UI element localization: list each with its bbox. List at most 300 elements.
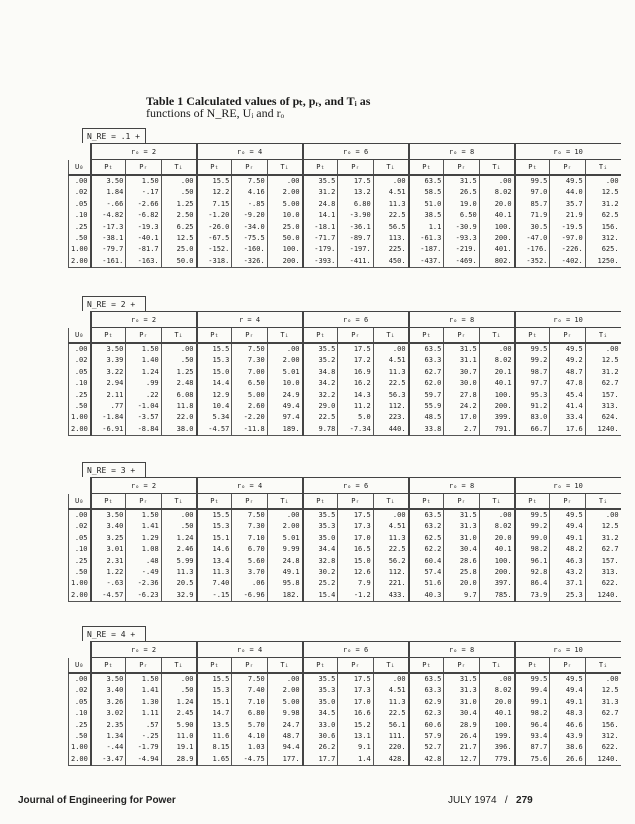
page-number: 279 [516,795,533,806]
value-cell: .00 [585,673,620,685]
u0-cell: .05 [69,697,91,708]
value-cell: .00 [479,175,514,187]
value-cell: -6.23 [126,590,161,602]
value-cell: 1.50 [126,509,161,521]
value-cell: 35.0 [303,533,338,544]
u0-cell: .25 [69,222,91,233]
value-cell: -402. [550,256,585,268]
value-cell: 5.90 [161,720,196,731]
value-cell: 16.9 [338,367,373,378]
value-cell: 49.5 [550,175,585,187]
value-cell: 33.8 [409,424,444,436]
value-cell: .00 [267,673,302,685]
value-cell: 3.25 [91,533,126,544]
value-cell: 11.0 [161,731,196,742]
value-cell: 2.00 [267,355,302,366]
value-cell: 7.10 [232,533,267,544]
outer-radius-header: rₒ = 2 [91,144,197,160]
value-cell: 31.5 [444,673,479,685]
value-cell: -2.36 [126,578,161,589]
value-cell: 1250. [585,256,620,268]
u0-cell: 1.00 [69,742,91,753]
outer-radius-header: rₒ = 8 [409,312,515,328]
value-cell: 2.11 [91,390,126,401]
value-cell: 6.70 [232,544,267,555]
value-cell: 2.00 [267,685,302,696]
value-cell: -4.82 [91,210,126,221]
table-row [69,509,621,521]
value-cell: 200. [479,233,514,244]
value-cell: 199. [479,731,514,742]
value-cell: 624. [585,412,620,423]
value-cell: 31.5 [444,509,479,521]
pt-column-header: Pₜ [515,160,550,176]
value-cell: 35.5 [303,343,338,355]
value-cell: 48.7 [267,731,302,742]
value-cell: 31.0 [444,697,479,708]
value-cell: 56.5 [373,222,408,233]
value-cell: 62.2 [409,544,444,555]
table-row [69,685,621,696]
value-cell: 1.25 [161,367,196,378]
value-cell: 24.9 [267,390,302,401]
outer-radius-header: rₒ = 6 [303,144,409,160]
value-cell: .00 [479,673,514,685]
value-cell: 25.0 [161,244,196,255]
value-cell: .06 [232,578,267,589]
value-cell: .22 [126,390,161,401]
value-cell: 16.2 [338,378,373,389]
value-cell: 62.0 [409,378,444,389]
value-cell: 22.0 [161,412,196,423]
value-cell: -38.1 [91,233,126,244]
ti-column-header: Tᵢ [373,494,408,510]
value-cell: -187. [409,244,444,255]
value-cell: 157. [585,556,620,567]
value-cell: -36.1 [338,222,373,233]
value-cell: -326. [232,256,267,268]
value-cell: 11.2 [338,401,373,412]
value-cell: 62.7 [409,367,444,378]
value-cell: 34.8 [303,367,338,378]
outer-radius-header: r = 4 [197,312,303,328]
value-cell: 15.3 [197,355,232,366]
outer-radius-header: rₒ = 8 [409,478,515,494]
value-cell: 1.25 [161,199,196,210]
value-cell: 47.8 [550,378,585,389]
u0-cell: .00 [69,343,91,355]
value-cell: -19.3 [126,222,161,233]
value-cell: 41.4 [550,401,585,412]
value-cell: -18.1 [303,222,338,233]
value-cell: 17.6 [550,424,585,436]
value-cell: -.49 [126,567,161,578]
outer-radius-header: rₒ = 10 [515,642,621,658]
pr-column-header: Pᵣ [338,494,373,510]
u0-cell: 2.00 [69,424,91,436]
value-cell: -226. [550,244,585,255]
table-row [69,378,621,389]
value-cell: 1240. [585,754,620,766]
value-cell: 99.5 [515,673,550,685]
u0-cell: .05 [69,367,91,378]
value-cell: 38.5 [409,210,444,221]
value-cell: -9.20 [232,210,267,221]
value-cell: 15.1 [197,533,232,544]
value-cell: 63.5 [409,509,444,521]
table-row [69,578,621,589]
value-cell: 220. [373,742,408,753]
value-cell: 1.50 [126,343,161,355]
value-cell: -3.47 [91,754,126,766]
outer-radius-header: rₒ = 4 [197,478,303,494]
outer-radius-header: rₒ = 10 [515,478,621,494]
value-cell: 40.1 [479,210,514,221]
value-cell: 450. [373,256,408,268]
value-cell: -93.3 [444,233,479,244]
reynolds-number-label: N_RE = .1 + [82,128,146,143]
table-row [69,556,621,567]
value-cell: 8.02 [479,355,514,366]
u0-cell: 2.00 [69,256,91,268]
value-cell: 56.3 [373,390,408,401]
value-cell: -79.7 [91,244,126,255]
pr-column-header: Pᵣ [444,160,479,176]
pt-column-header: Pₜ [303,658,338,674]
value-cell: 38.0 [161,424,196,436]
table-row [69,731,621,742]
value-cell: 30.6 [303,731,338,742]
value-cell: 43.2 [550,567,585,578]
value-cell: 26.6 [550,754,585,766]
value-cell: 3.40 [91,685,126,696]
value-cell: 16.6 [338,708,373,719]
value-cell: 75.6 [515,754,550,766]
value-cell: 791. [479,424,514,436]
u0-cell: 1.00 [69,244,91,255]
value-cell: 9.99 [267,544,302,555]
value-cell: 5.00 [267,697,302,708]
value-cell: 66.7 [515,424,550,436]
u0-cell: .00 [69,509,91,521]
value-cell: 7.30 [232,355,267,366]
value-cell: 28.6 [444,556,479,567]
value-cell: -2.20 [232,412,267,423]
value-cell: 2.48 [161,378,196,389]
table-block [68,462,620,602]
value-cell: 62.7 [585,544,620,555]
value-cell: -318. [197,256,232,268]
pr-column-header: Pᵣ [126,160,161,176]
value-cell: 56.1 [373,720,408,731]
value-cell: -3.90 [338,210,373,221]
value-cell: 6.50 [232,378,267,389]
value-cell: 100. [479,222,514,233]
value-cell: 24.8 [267,556,302,567]
value-cell: 14.6 [197,544,232,555]
value-cell: 1.41 [126,685,161,696]
value-cell: -197. [338,244,373,255]
value-cell: 100. [479,390,514,401]
u0-cell: .50 [69,233,91,244]
value-cell: 62.9 [409,697,444,708]
pr-column-header: Pᵣ [338,658,373,674]
value-cell: 34.5 [303,708,338,719]
ti-column-header: Tᵢ [161,160,196,176]
pr-column-header: Pᵣ [232,160,267,176]
table-row [69,256,621,268]
value-cell: 24.8 [303,199,338,210]
value-cell: 14.1 [303,210,338,221]
value-cell: 12.2 [197,187,232,198]
value-cell: 6.50 [444,210,479,221]
ti-column-header: Tᵢ [267,494,302,510]
u0-cell: 2.00 [69,754,91,766]
value-cell: -7.34 [338,424,373,436]
value-cell: .00 [373,175,408,187]
value-cell: 17.0 [444,412,479,423]
value-cell: 2.94 [91,378,126,389]
value-cell: 15.5 [197,509,232,521]
value-cell: 3.02 [91,708,126,719]
value-cell: 26.2 [303,742,338,753]
value-cell: 6.08 [161,390,196,401]
table-row [69,590,621,602]
value-cell: 25.3 [550,590,585,602]
value-cell: 7.50 [232,509,267,521]
value-cell: 35.3 [303,685,338,696]
value-cell: .00 [479,343,514,355]
value-cell: 48.5 [409,412,444,423]
table-caption [146,95,446,119]
pt-column-header: Pₜ [197,658,232,674]
pr-column-header: Pᵣ [550,328,585,344]
value-cell: 15.4 [303,590,338,602]
value-cell: 22.5 [303,412,338,423]
value-cell: 15.2 [338,720,373,731]
u0-column-header: U₀ [69,658,91,674]
value-cell: 2.50 [161,210,196,221]
value-cell: 22.5 [373,210,408,221]
value-cell: 17.5 [338,509,373,521]
ti-column-header: Tᵢ [267,328,302,344]
value-cell: .00 [267,175,302,187]
value-cell: 8.15 [197,742,232,753]
pt-column-header: Pₜ [303,494,338,510]
value-cell: 2.45 [161,708,196,719]
pt-column-header: Pₜ [197,160,232,176]
pt-column-header: Pₜ [515,328,550,344]
value-cell: 60.4 [409,556,444,567]
value-cell: 22.5 [373,708,408,719]
value-cell: -163. [126,256,161,268]
value-cell: -.66 [91,199,126,210]
value-cell: 13.1 [338,731,373,742]
value-cell: -47.0 [515,233,550,244]
table-row [69,367,621,378]
value-cell: 622. [585,742,620,753]
value-cell: 5.34 [197,412,232,423]
value-cell: 17.5 [338,175,373,187]
value-cell: 111. [373,731,408,742]
value-cell: 7.9 [338,578,373,589]
outer-radius-header: rₒ = 2 [91,478,197,494]
value-cell: 20.5 [161,578,196,589]
table-block [68,626,620,766]
pt-column-header: Pₜ [409,658,444,674]
value-cell: 60.6 [409,720,444,731]
value-cell: 20.0 [479,697,514,708]
value-cell: -.25 [126,731,161,742]
value-cell: 21.9 [550,210,585,221]
value-cell: 38.6 [550,742,585,753]
value-cell: 4.51 [373,685,408,696]
reynolds-number-label: N_RE = 3 + [82,462,146,477]
value-cell: 9.7 [444,590,479,602]
value-cell: 73.9 [515,590,550,602]
value-cell: 7.00 [232,367,267,378]
pr-column-header: Pᵣ [338,160,373,176]
value-cell: 25.8 [444,567,479,578]
value-cell: 11.3 [373,697,408,708]
value-cell: 49.4 [267,401,302,412]
u0-cell: .10 [69,378,91,389]
value-cell: 28.9 [444,720,479,731]
value-cell: 112. [373,401,408,412]
value-cell: 13.5 [197,720,232,731]
value-cell: 7.10 [232,697,267,708]
value-cell: 46.6 [550,720,585,731]
value-cell: 312. [585,233,620,244]
value-cell: 433. [373,590,408,602]
table-row [69,233,621,244]
value-cell: 15.0 [338,556,373,567]
value-cell: -393. [303,256,338,268]
value-cell: 32.2 [303,390,338,401]
value-cell: 1.4 [338,754,373,766]
value-cell: 17.7 [303,754,338,766]
value-cell: -71.7 [303,233,338,244]
u0-cell: .10 [69,210,91,221]
value-cell: 33.0 [303,720,338,731]
value-cell: .99 [126,378,161,389]
pr-column-header: Pᵣ [338,328,373,344]
value-cell: 24.2 [444,401,479,412]
value-cell: 17.2 [338,355,373,366]
u0-cell: .02 [69,355,91,366]
value-cell: -3.57 [126,412,161,423]
value-cell: 1.24 [126,367,161,378]
value-cell: 50.0 [161,256,196,268]
table-row [69,401,621,412]
value-cell: 48.2 [550,544,585,555]
table-row [69,175,621,187]
value-cell: 1.84 [91,187,126,198]
value-cell: 200. [479,401,514,412]
value-cell: 52.7 [409,742,444,753]
value-cell: 156. [585,222,620,233]
value-cell: 802. [479,256,514,268]
value-cell: 26.5 [444,187,479,198]
value-cell: 95.8 [267,578,302,589]
value-cell: 11.3 [197,567,232,578]
value-cell: 99.0 [515,533,550,544]
value-cell: -89.7 [338,233,373,244]
value-cell: 7.30 [232,521,267,532]
table-row [69,244,621,255]
value-cell: 96.4 [515,720,550,731]
value-cell: -.44 [91,742,126,753]
value-cell: 97.4 [267,412,302,423]
u0-cell: .02 [69,187,91,198]
value-cell: 2.60 [232,401,267,412]
journal-name: Journal of Engineering for Power [18,795,176,806]
pr-column-header: Pᵣ [126,328,161,344]
value-cell: 7.40 [197,578,232,589]
value-cell: 16.5 [338,544,373,555]
value-cell: 15.3 [197,521,232,532]
table-row [69,697,621,708]
value-cell: 2.00 [267,521,302,532]
table-row [69,222,621,233]
value-cell: .00 [161,343,196,355]
value-cell: -1.2 [338,590,373,602]
u0-cell: .50 [69,401,91,412]
u0-cell: .02 [69,685,91,696]
value-cell: 32.8 [303,556,338,567]
value-cell: 113. [373,233,408,244]
value-cell: 63.3 [409,685,444,696]
value-cell: .00 [585,509,620,521]
empty-header-cell [69,642,91,658]
value-cell: 29.0 [303,401,338,412]
value-cell: 12.7 [444,754,479,766]
value-cell: 49.1 [550,533,585,544]
value-cell: 1.29 [126,533,161,544]
value-cell: 62.7 [585,378,620,389]
value-cell: 7.50 [232,673,267,685]
value-cell: 40.1 [479,544,514,555]
value-cell: -30.9 [444,222,479,233]
value-cell: 4.16 [232,187,267,198]
value-cell: 2.31 [91,556,126,567]
value-cell: 87.7 [515,742,550,753]
value-cell: 1.40 [126,355,161,366]
pt-column-header: Pₜ [303,160,338,176]
table-row [69,544,621,555]
value-cell: 42.8 [409,754,444,766]
value-cell: 24.7 [267,720,302,731]
values-table [68,143,621,268]
value-cell: 33.4 [550,412,585,423]
value-cell: 1.30 [126,697,161,708]
u0-cell: .50 [69,567,91,578]
value-cell: -67.5 [197,233,232,244]
outer-radius-header: rₒ = 8 [409,642,515,658]
value-cell: 58.5 [409,187,444,198]
value-cell: 14.7 [197,708,232,719]
value-cell: 5.99 [161,556,196,567]
pr-column-header: Pᵣ [232,658,267,674]
u0-cell: 1.00 [69,578,91,589]
value-cell: 8.02 [479,521,514,532]
value-cell: 1.11 [126,708,161,719]
value-cell: 5.00 [267,199,302,210]
pt-column-header: Pₜ [91,160,126,176]
value-cell: 313. [585,401,620,412]
value-cell: 1.08 [126,544,161,555]
value-cell: 49.2 [550,355,585,366]
